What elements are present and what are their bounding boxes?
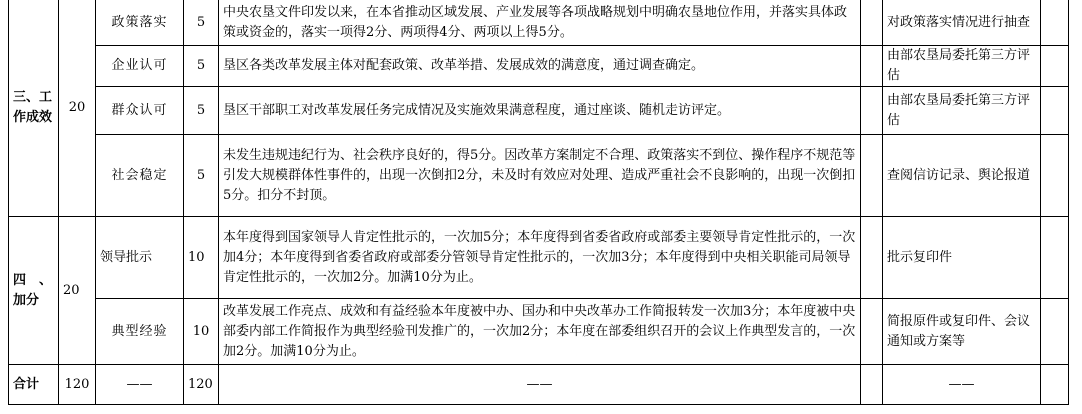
empty-cell: [861, 135, 883, 217]
desc-leader: 本年度得到国家领导人肯定性批示的，一次加5分；本年度得到省委省政府或部委主要领导肯定性批示的，一次加4分；本年度得到省委省政府或部委分管领导肯定性批示的，一次加3分；本年度得到中央相关职能司局领导肯定性批示的，一次加2分。加满10分为止。: [219, 217, 861, 299]
table-row: [9, 87, 1069, 135]
empty-cell: [861, 87, 883, 135]
method-policy: 对政策落实情况进行抽查: [883, 0, 1041, 46]
table-row: [9, 135, 1069, 217]
empty-cell: [1041, 365, 1069, 405]
total-method-dash: ——: [883, 365, 1041, 405]
empty-cell: [1041, 0, 1069, 46]
empty-cell: [861, 217, 883, 299]
method-stability: 查阅信访记录、舆论报道: [883, 135, 1041, 217]
empty-cell: [861, 0, 883, 46]
method-leader: 批示复印件: [883, 217, 1041, 299]
score-public: 5: [184, 87, 219, 135]
table-row: [9, 0, 1069, 46]
category-three-cell: [9, 0, 59, 217]
category-three-score: 20: [59, 0, 96, 217]
desc-public: 垦区干部职工对改革发展任务完成情况及实施效果满意程度，通过座谈、随机走访评定。: [219, 87, 861, 135]
desc-typical: 改革发展工作亮点、成效和有益经验本年度被中办、国办和中央改革办工作简报转发一次加3分；本年度被中央部委内部工作简报作为典型经验刊发推广的，一次加2分；本年度在部委组织召开的会议上作典型发言的，一次加2分。加满10分为止。: [219, 299, 861, 365]
evaluation-table: [8, 0, 1069, 405]
score-policy: 5: [184, 0, 219, 46]
empty-cell: [861, 46, 883, 87]
score-leader: 10: [184, 217, 219, 299]
table-row: [9, 217, 1069, 299]
empty-cell: [1041, 46, 1069, 87]
total-score2: 120: [184, 365, 219, 405]
item-leader: 领导批示: [96, 217, 184, 299]
category-three-label: 三、工作成效: [13, 90, 53, 125]
empty-cell: [861, 365, 883, 405]
total-label: 合计: [9, 365, 59, 405]
desc-policy: 中央农垦文件印发以来，在本省推动区域发展、产业发展等各项战略规划中明确农垦地位作用，并落实具体政策或资金的，落实一项得2分、两项得4分、两项以上得5分。: [219, 0, 861, 46]
empty-cell: [861, 299, 883, 365]
desc-stability: 未发生违规违纪行为、社会秩序良好的，得5分。因改革方案制定不合理、政策落实不到位、操作程序不规范等引发大规模群体性事件的，出现一次倒扣2分，未及时有效应对处理、造成严重社会不良影响的，出现一次倒扣5分。扣分不封顶。: [219, 135, 861, 217]
empty-cell: [1041, 135, 1069, 217]
table-row: [9, 46, 1069, 87]
score-stability: 5: [184, 135, 219, 217]
category-four-cell: [9, 217, 59, 365]
table-row: [9, 299, 1069, 365]
total-score: 120: [59, 365, 96, 405]
category-four-score: 20: [59, 217, 96, 365]
empty-cell: [1041, 299, 1069, 365]
item-policy: 政策落实: [96, 0, 184, 46]
score-enterprise: 5: [184, 46, 219, 87]
total-desc-dash: ——: [219, 365, 861, 405]
total-item-dash: ——: [96, 365, 184, 405]
method-enterprise: 由部农垦局委托第三方评估: [883, 46, 1041, 87]
method-typical: 简报原件或复印件、会议通知或方案等: [883, 299, 1041, 365]
item-public: 群众认可: [96, 87, 184, 135]
category-four-label: 四 、加分: [13, 272, 53, 308]
item-enterprise: 企业认可: [96, 46, 184, 87]
empty-cell: [1041, 217, 1069, 299]
table-row: [9, 365, 1069, 405]
item-typical: 典型经验: [96, 299, 184, 365]
score-typical: 10: [184, 299, 219, 365]
empty-cell: [1041, 87, 1069, 135]
item-stability: 社会稳定: [96, 135, 184, 217]
method-public: 由部农垦局委托第三方评估: [883, 87, 1041, 135]
desc-enterprise: 垦区各类改革发展主体对配套政策、改革举措、发展成效的满意度，通过调查确定。: [219, 46, 861, 87]
